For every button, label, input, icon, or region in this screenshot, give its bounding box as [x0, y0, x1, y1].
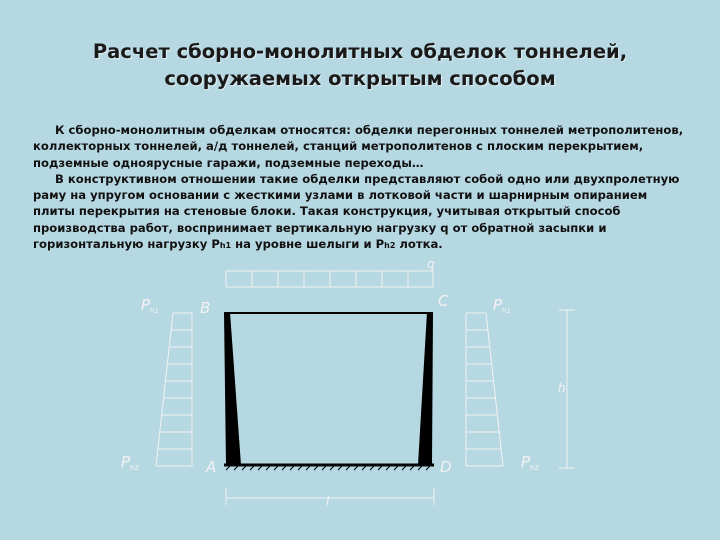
label-node-a: A: [206, 458, 217, 476]
label-node-d: D: [440, 458, 452, 476]
paragraph-2-text-b: на уровне шелыги и P: [231, 237, 385, 252]
paragraph-2-text-c: лотка.: [395, 237, 443, 252]
label-ph1-left: $P_{h1}$: [141, 296, 159, 315]
label-q: q: [427, 257, 435, 271]
top-load-q: [226, 271, 433, 287]
left-lateral-load: [156, 313, 192, 466]
left-wall: [224, 312, 241, 465]
title-line-1: Расчет сборно-монолитных обделок тоннелей,: [92, 40, 628, 63]
paragraph-1: К сборно-монолитным обделкам относятся: обделки перегонных тоннелей метрополитенов, коллекторных тоннелей, а/д тоннелей, станций метрополитенов с плоским перекрытием, подземные одноярусные гаражи, подземные переходы…: [33, 123, 684, 170]
dimension-width: [226, 488, 434, 505]
right-lateral-load: [466, 313, 503, 466]
paragraph-2-text-a: В конструктивном отношении такие обделки представляют собой одно или двухпролетную раму на упругом основании с жесткими узлами в лотковой части и шарнирным опиранием плиты перекрытия на стеновые блоки. Такая конструкция, учитывая открытый способ производства работ, воспринимает вертикальную нагрузку q от обратной засыпки и горизонтальную нагрузку P: [33, 171, 680, 252]
subscript-h2: h2: [384, 241, 396, 251]
label-node-c: C: [438, 292, 449, 310]
subscript-h1: h1: [219, 241, 232, 251]
label-node-b: B: [200, 299, 211, 317]
right-wall: [418, 312, 433, 465]
label-dim-width: l: [326, 494, 330, 508]
label-ph1-right: $P_{h1}$: [493, 296, 511, 315]
base-hatching: [226, 466, 430, 470]
label-ph2-left: $P_{h2}$: [121, 453, 139, 472]
label-ph2-right: $P_{h2}$: [521, 453, 539, 472]
title-line-2: сооружаемых открытым способом: [164, 67, 556, 90]
label-dim-height: h: [558, 381, 566, 395]
